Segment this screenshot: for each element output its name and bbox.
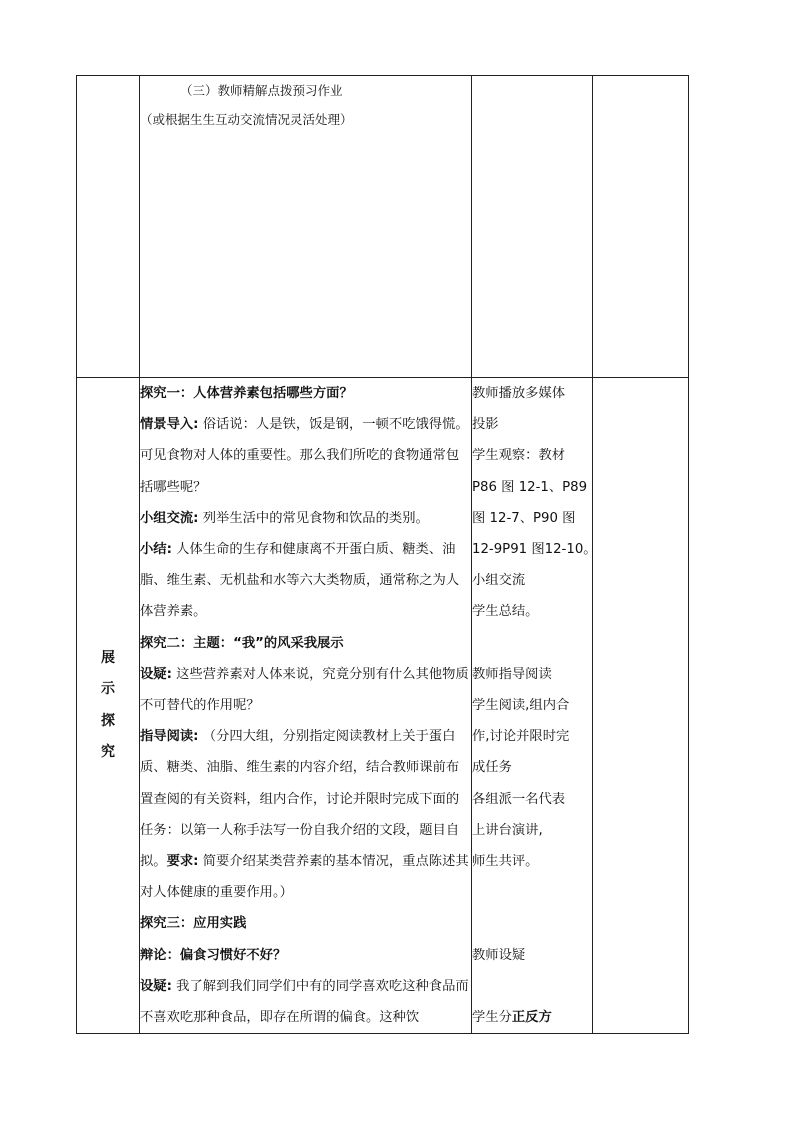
group-label: 小组交流:	[140, 510, 199, 526]
explore-content-cell	[140, 378, 472, 1034]
activity-line: 师生共评。	[472, 854, 539, 870]
activity-line: 成任务	[472, 760, 512, 776]
require-label: 要求:	[166, 854, 199, 870]
guide-paragraph	[140, 721, 471, 908]
activity-line: 学生观察：教材	[472, 448, 566, 464]
activity-cell-empty	[472, 76, 593, 378]
section-char: 展	[101, 650, 115, 667]
question-label: 设疑:	[140, 666, 172, 682]
activity-cell	[472, 378, 597, 1034]
activity-line: 学生总结。	[472, 604, 539, 620]
intro-label: 情景导入:	[140, 417, 199, 433]
summary-paragraph	[140, 534, 471, 628]
group-paragraph	[140, 503, 471, 534]
activity-line: 各组派一名代表	[472, 791, 566, 807]
activity-prefix: 学生分	[472, 1010, 512, 1025]
explore2-title: 探究二：主题：“我”的风采我展示	[140, 635, 344, 651]
activity-bold: 正反方	[511, 1010, 552, 1025]
activity-line: 学生阅读,组内合	[472, 698, 570, 714]
table-row	[77, 76, 689, 378]
remarks-cell-empty	[593, 76, 689, 378]
summary-text: 人体生命的生存和健康离不开蛋白质、糖类、油脂、维生素、无机盐和水等六大类物质，通常称之为人体营养素。	[140, 542, 460, 620]
spacer	[472, 877, 592, 908]
activity-line: 投影	[472, 417, 499, 433]
section-label-cell	[77, 378, 140, 1034]
group-text: 列举生活中的常见食物和饮品的类别。	[198, 510, 429, 526]
remarks-cell-empty	[593, 378, 689, 1034]
question2-paragraph	[140, 971, 471, 1033]
spacer	[472, 971, 592, 1002]
spacer	[472, 628, 592, 659]
activity-line: 教师播放多媒体	[472, 386, 566, 401]
activity-line: 12-9P91 图12-10。	[472, 542, 597, 558]
activity-line: 教师设疑	[472, 947, 526, 963]
activity-line	[472, 1002, 592, 1033]
question2-text: 我了解到我们同学们中有的同学喜欢吃这种食品而不喜欢吃那种食品，即存在所谓的偏食。这种饮	[140, 978, 469, 1026]
section-cell-empty	[77, 76, 140, 378]
section-char: 究	[101, 743, 115, 760]
summary-label: 小结:	[140, 542, 172, 558]
teacher-guidance-cell	[140, 76, 472, 378]
guide-text: （分四大组，分别指定阅读教材上关于蛋白质、糖类、油脂、维生素的内容介绍，结合教师课前布置查阅的有关资料，组内合作，讨论并限时完成下面的任务：以第一人称手法写一份自我介绍的文段，题目自拟。	[140, 729, 460, 870]
activity-line: P86 图 12-1、P89	[472, 479, 588, 495]
intro-text: 俗话说：人是铁，饭是钢，一顿不吃饿得慌。可见食物对人体的重要性。那么我们所吃的食物通常包括哪些呢？	[140, 417, 469, 495]
guide-label: 指导阅读:	[140, 729, 199, 745]
question-paragraph	[140, 659, 471, 721]
activity-line: 图 12-7、P90 图	[472, 510, 576, 526]
table-row	[77, 378, 689, 1034]
require-text: 简要介绍某类营养素的基本情况，重点陈述其对人体健康的重要作用。）	[140, 854, 469, 901]
section-char: 探	[101, 712, 115, 729]
section-char: 示	[101, 681, 115, 698]
lesson-plan-table	[76, 75, 689, 1034]
debate-line: 辩论：偏食习惯好不好？	[140, 947, 287, 963]
activity-line: 教师指导阅读	[472, 666, 552, 682]
explore3-title: 探究三：应用实践	[140, 916, 247, 932]
intro-paragraph	[140, 409, 471, 503]
question2-label: 设疑:	[140, 978, 172, 994]
activity-line: 小组交流	[472, 573, 526, 589]
guidance-note: （或根据生生互动交流情况灵活处理）	[140, 112, 353, 127]
explore1-title: 探究一：人体营养素包括哪些方面？	[140, 386, 353, 401]
activity-line: 上讲台演讲,	[472, 822, 543, 838]
spacer	[472, 908, 592, 939]
question-text: 这些营养素对人体来说，究竟分别有什么其他物质不可替代的作用呢？	[140, 666, 469, 714]
guidance-heading: （三）教师精解点拨预习作业	[180, 83, 343, 98]
activity-line: 作,讨论并限时完	[472, 729, 570, 745]
